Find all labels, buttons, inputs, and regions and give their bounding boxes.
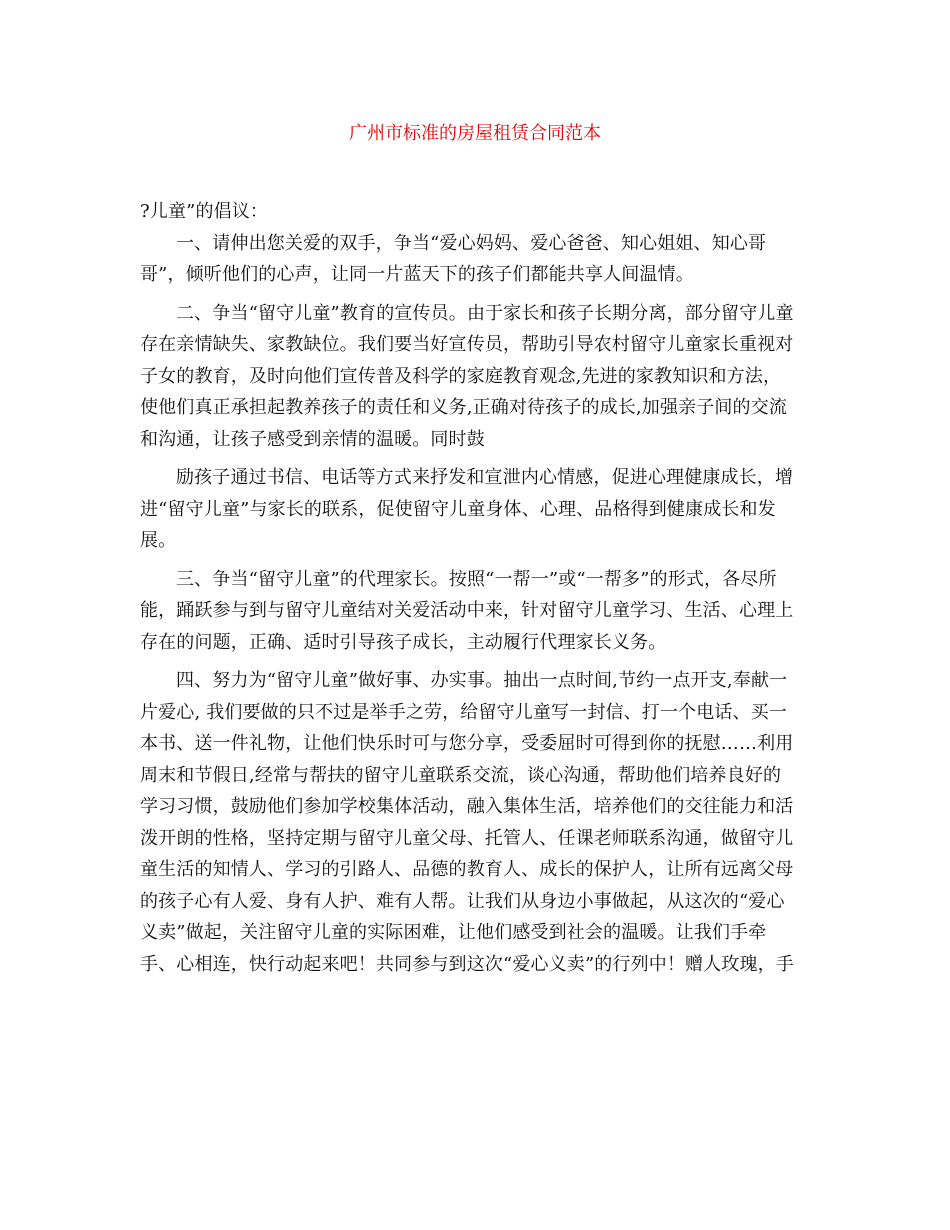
paragraph-line: 童生活的知情人、学习的引路人、品德的教育人、成长的保护人，让所有远离父母 [140, 859, 794, 880]
paragraph-line: 学习习惯，鼓励他们参加学校集体活动，融入集体生活，培养他们的交往能力和活 [140, 796, 794, 817]
paragraph-line: 哥”，倾听他们的心声，让同一片蓝天下的孩子们都能共享人间温情。 [140, 264, 694, 285]
paragraph-line: 泼开朗的性格，坚持定期与留守儿童父母、托管人、任课老师联系沟通，做留守儿 [140, 827, 794, 849]
paragraph-line: 周末和节假日,经常与帮扶的留守儿童联系交流，谈心沟通，帮助他们培养良好的 [140, 764, 782, 786]
document-body [140, 196, 812, 980]
paragraph-line: 三、争当“留守儿童”的代理家长。按照“一帮一”或“一帮多”的形式，各尽所 [176, 568, 777, 590]
paragraph-line: ?儿童”的倡议： [140, 201, 269, 222]
paragraph-line: 片爱心, 我们要做的只不过是举手之劳，给留守儿童写一封信、打一个电话、买一 [140, 701, 787, 723]
paragraph-line: 的孩子心有人爱、身有人护、难有人帮。让我们从身边小事做起，从这次的“爱心 [140, 890, 785, 912]
paragraph-line: 能，踊跃参与到与留守儿童结对关爱活动中来，针对留守儿童学习、生活、心理上 [140, 600, 794, 621]
paragraph-line: 本书、送一件礼物，让他们快乐时可与您分享，受委屈时可得到你的抚慰……利用 [140, 733, 794, 754]
paragraph-line: 使他们真正承担起教养孩子的责任和义务,正确对待孩子的成长,加强亲子间的交流 [140, 397, 787, 418]
paragraph-line: 和沟通，让孩子感受到亲情的温暖。同时鼓 [140, 428, 485, 450]
paragraph-line: 义卖”做起，关注留守儿童的实际困难，让他们感受到社会的温暖。让我们手牵 [140, 922, 767, 943]
paragraph-line: 存在亲情缺失、家教缺位。我们要当好宣传员，帮助引导农村留守儿童家长重视对 [140, 334, 794, 355]
paragraph-line: 存在的问题，正确、适时引导孩子成长，主动履行代理家长义务。 [140, 631, 667, 653]
document-title: 广州市标准的房屋租赁合同范本 [349, 123, 601, 144]
paragraph-line: 展。 [140, 530, 177, 551]
paragraph-line: 二、争当“留守儿童”教育的宣传员。由于家长和孩子长期分离，部分留守儿童 [176, 302, 794, 324]
paragraph-line: 手、心相连，快行动起来吧！共同参与到这次“爱心义卖”的行列中！赠人玫瑰，手 [140, 953, 794, 975]
paragraph-line: 四、努力为“留守儿童”做好事、办实事。抽出一点时间,节约一点开支,奉献一 [176, 670, 788, 691]
paragraph-line: 进“留守儿童”与家长的联系，促使留守儿童身体、心理、品格得到健康成长和发 [140, 498, 776, 520]
paragraph-line: 一、请伸出您关爱的双手，争当“爱心妈妈、爱心爸爸、知心姐姐、知心哥 [176, 232, 767, 254]
paragraph-line: 子女的教育，及时向他们宣传普及科学的家庭教育观念,先进的家教知识和方法， [140, 365, 782, 387]
paragraph-line: 励孩子通过书信、电话等方式来抒发和宣泄内心情感，促进心理健康成长，增 [176, 467, 794, 488]
